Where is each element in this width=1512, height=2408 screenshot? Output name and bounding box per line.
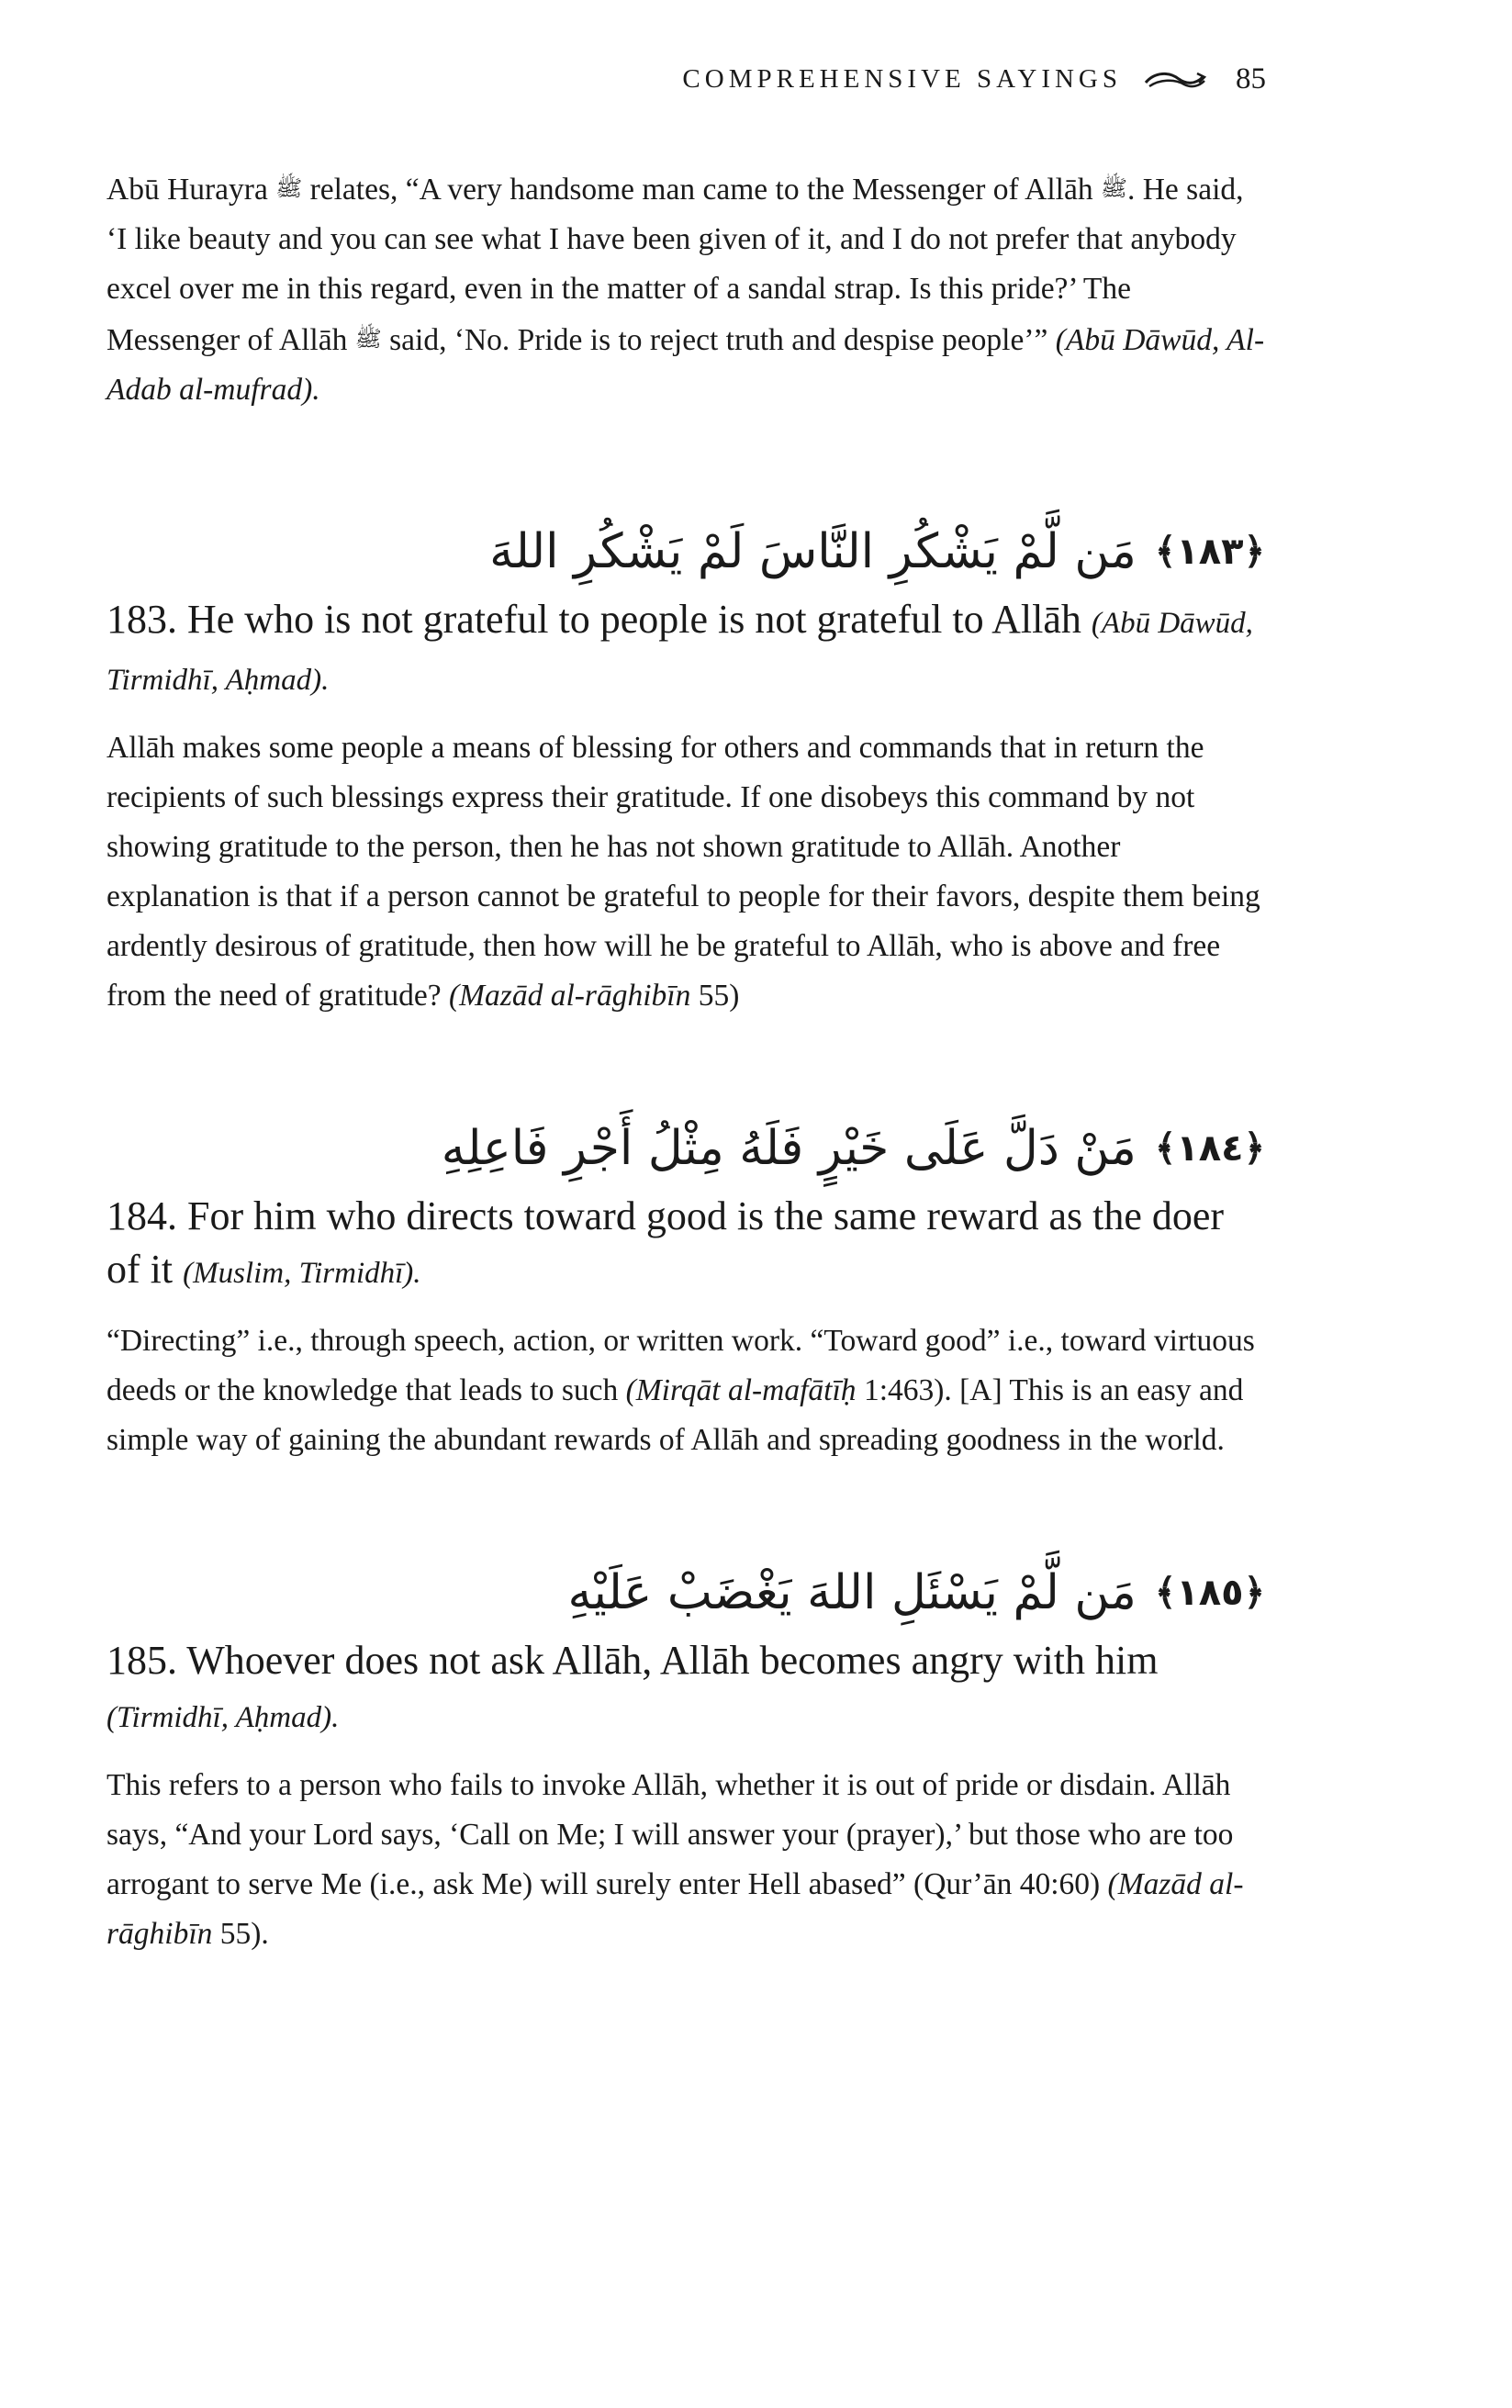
intro-text-c: . He said, ‘I like beauty and you can see what I have been given of it, and I do not prefer that anybody excel over me in this regard, even in the matter of a sandal strap. Is this pride?’ The Messenger of Allāh — [106, 173, 1244, 357]
hadith-183-arabic — [106, 510, 1265, 593]
intro-text-a: Abū Hurayra — [106, 173, 276, 207]
hadith-183-arabic-number: ﴿١٨٣﴾ — [1154, 531, 1265, 573]
salutation-icon: ﷺ — [275, 175, 303, 201]
hadith-183-commentary-tail: 55) — [690, 979, 740, 1013]
hadith-185-arabic-text: مَن لَّمْ يَسْئَلِ اللهَ يَغْضَبْ عَلَيْهِ — [567, 1565, 1137, 1620]
hadith-185-commentary — [106, 1761, 1265, 1959]
intro-reference: (Abū Dāwūd, Al-Adab al-mufrad). — [106, 323, 1265, 407]
ornament-icon — [1142, 68, 1208, 92]
hadith-185-arabic — [106, 1551, 1265, 1634]
page-number: 85 — [1236, 62, 1266, 95]
intro-text-b: relates, “A very handsome man came to the Messenger of Allāh — [302, 173, 1101, 207]
page-header — [682, 62, 1266, 96]
hadith-183-translation: 183. He who is not grateful to people is not grateful to Allāh — [106, 597, 1092, 642]
hadith-185-reference: (Tirmidhī, Aḥmad). — [106, 1701, 340, 1734]
hadith-184-heading — [106, 1190, 1265, 1300]
hadith-185-commentary-text: This refers to a person who fails to invoke Allāh, whether it is out of pride or disdain. Allāh says, “And your Lord says, ‘Call on Me; I will answer your (prayer),’ but those who are too arrogant to serve Me (i.e., ask Me) will surely enter Hell abased” (Qur’ān 40:60) — [106, 1768, 1234, 1901]
hadith-184-arabic-text: مَنْ دَلَّ عَلَى خَيْرٍ فَلَهُ مِثْلُ أَجْرِ فَاعِلِهِ — [441, 1121, 1137, 1176]
hadith-183-heading — [106, 593, 1265, 707]
hadith-185-heading — [106, 1634, 1265, 1744]
hadith-184-arabic — [106, 1107, 1265, 1190]
hadith-183-arabic-text: مَن لَّمْ يَشْكُرِ النَّاسَ لَمْ يَشْكُرِ اللهَ — [489, 524, 1137, 579]
intro-text-d: said, ‘No. Pride is to reject truth and despise people’” — [381, 323, 1056, 357]
hadith-184-commentary-reference: (Mirqāt al-mafātīḥ — [625, 1373, 857, 1407]
hadith-185-arabic-number: ﴿١٨٥﴾ — [1154, 1572, 1265, 1614]
running-title: COMPREHENSIVE SAYINGS — [682, 64, 1122, 94]
hadith-185-translation: 185. Whoever does not ask Allāh, Allāh becomes angry with him — [106, 1638, 1159, 1683]
hadith-184-commentary-text: “Directing” i.e., through speech, action, or written work. “Toward good” i.e., toward virtuous deeds or the knowledge that leads to such — [106, 1324, 1255, 1407]
hadith-184-translation: 184. For him who directs toward good is the same reward as the doer of it — [106, 1193, 1225, 1292]
salutation-icon: ﷺ — [1100, 175, 1127, 201]
hadith-184-commentary-tail: 1:463). [A] This is an easy and simple way of gaining the abundant rewards of Allāh and spreading goodness in the world. — [106, 1373, 1244, 1457]
hadith-184-arabic-number: ﴿١٨٤﴾ — [1154, 1127, 1265, 1170]
hadith-185-commentary-reference: (Mazād al-rāghibīn — [106, 1867, 1244, 1951]
hadith-184-commentary — [106, 1316, 1265, 1465]
hadith-183-commentary-text: Allāh makes some people a means of blessing for others and commands that in return the recipients of such blessings express their gratitude. If one disobeys this command by not showing gratitude to the person, then he has not shown gratitude to Allāh. Another explanation is that if a person cannot be grateful to people for their favors, despite them being ardently desirous of gratitude, then how will he be grateful to Allāh, who is above and free from the need of gratitude? — [106, 731, 1260, 1013]
hadith-183-reference: (Abū Dāwūd, Tirmidhī, Aḥmad). — [106, 607, 1253, 697]
page-content — [106, 163, 1265, 1959]
hadith-183-commentary-reference: (Mazād al-rāghibīn — [449, 979, 691, 1013]
hadith-184-reference: (Muslim, Tirmidhī). — [183, 1257, 421, 1290]
intro-paragraph — [106, 163, 1265, 415]
hadith-183-commentary — [106, 723, 1265, 1021]
hadith-185-commentary-tail: 55). — [212, 1917, 269, 1951]
salutation-icon: ﷺ — [354, 326, 382, 352]
